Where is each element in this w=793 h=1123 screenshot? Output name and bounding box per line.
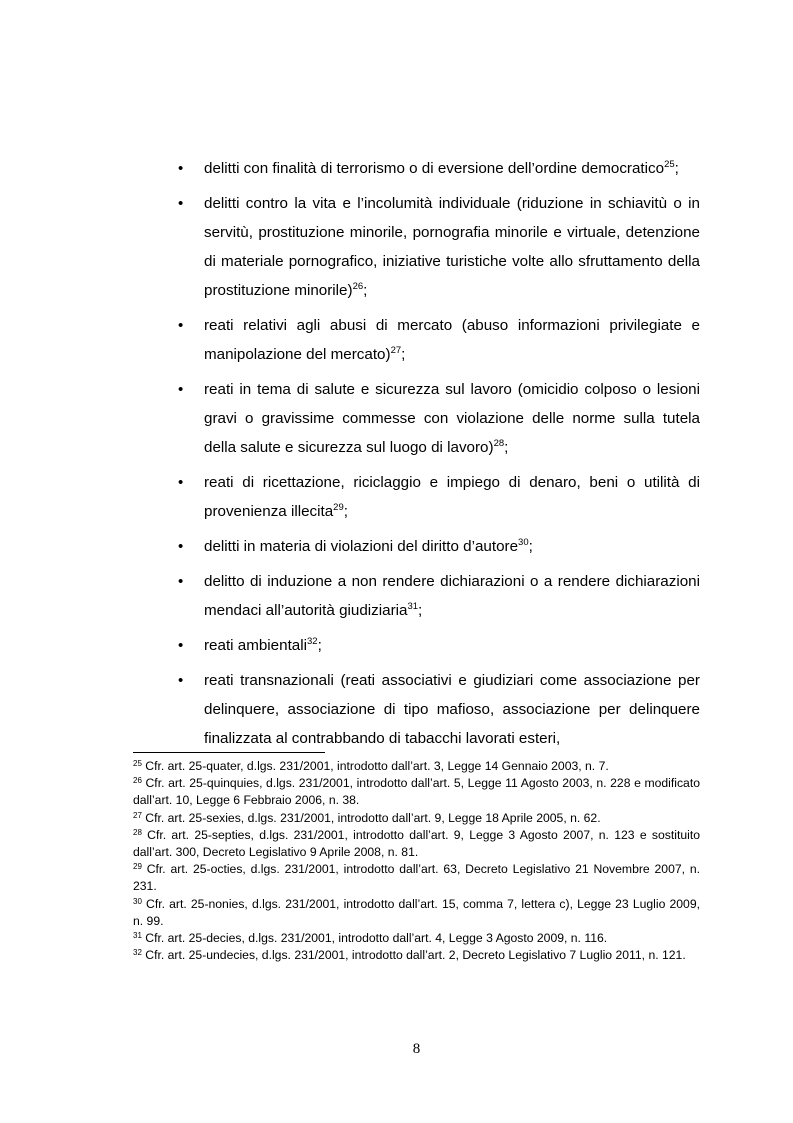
footnote xyxy=(133,810,700,827)
bullet-list xyxy=(178,154,700,759)
footnote-text: Cfr. art. 25-decies, d.lgs. 231/2001, introdotto dall’art. 4, Legge 3 Agosto 2009, n. 116. xyxy=(141,931,608,946)
footnote xyxy=(133,758,700,775)
bullet-item xyxy=(178,154,700,183)
footnote-number: 30 xyxy=(133,896,142,906)
bullet-text: reati di ricettazione, riciclaggio e impiego di denaro, beni o utilità di provenienza illecita xyxy=(204,474,700,520)
footnote-text: Cfr. art. 25-quater, d.lgs. 231/2001, introdotto dall’art. 3, Legge 14 Gennaio 2003, n. 7. xyxy=(141,759,609,773)
footnote-ref[interactable]: 25 xyxy=(664,159,675,170)
bullet-icon: • xyxy=(178,573,184,590)
footnote-separator xyxy=(133,752,325,753)
bullet-tail: ; xyxy=(418,602,423,619)
bullet-tail: ; xyxy=(504,439,509,456)
footnote-number: 29 xyxy=(133,862,142,872)
bullet-text: delitti con finalità di terrorismo o di eversione dell’ordine democratico xyxy=(204,160,665,177)
footnote-text: Cfr. art. 25-octies, d.lgs. 231/2001, introdotto dall’art. 63, Decreto Legislativo 21 Novembre 2007, n. 231. xyxy=(133,862,700,894)
bullet-icon: • xyxy=(178,317,184,334)
bullet-text: delitti in materia di violazioni del diritto d’autore xyxy=(204,538,519,555)
footnote-ref[interactable]: 31 xyxy=(407,601,419,612)
bullet-item xyxy=(178,468,700,526)
footnote xyxy=(133,930,700,947)
page-number: 8 xyxy=(412,1041,421,1057)
bullet-icon: • xyxy=(178,538,184,555)
bullet-icon: • xyxy=(178,160,184,177)
bullet-icon: • xyxy=(178,195,184,212)
bullet-item xyxy=(178,631,700,660)
bullet-item xyxy=(178,375,700,462)
footnote-ref[interactable]: 26 xyxy=(352,281,364,292)
footnote-ref[interactable]: 29 xyxy=(333,502,344,513)
footnote-ref[interactable]: 27 xyxy=(390,345,402,356)
bullet-icon: • xyxy=(178,381,184,398)
bullet-item xyxy=(178,532,700,561)
bullet-tail: ; xyxy=(343,503,348,520)
bullet-text: reati in tema di salute e sicurezza sul lavoro (omicidio colposo o lesioni gravi o gravissime commesse con violazione delle norme sulla tutela della salute e sicurezza sul luogo di lavoro) xyxy=(204,381,700,456)
bullet-icon: • xyxy=(178,637,184,654)
footnote xyxy=(133,947,700,964)
footnote-number: 28 xyxy=(133,827,142,837)
bullet-icon: • xyxy=(178,672,184,689)
bullet-icon: • xyxy=(178,474,184,491)
footnote-text: Cfr. art. 25-quinquies, d.lgs. 231/2001, introdotto dall’art. 5, Legge 11 Agosto 2003, n. 228 e modificato dall’art. 10, Legge 6 Febbraio 2006, n. 38. xyxy=(133,776,700,808)
footnote-number: 31 xyxy=(133,931,142,941)
footnote-ref[interactable]: 30 xyxy=(518,537,529,548)
footnote-ref[interactable]: 28 xyxy=(493,438,505,449)
footnote-text: Cfr. art. 25-septies, d.lgs. 231/2001, introdotto dall’art. 9, Legge 3 Agosto 2007, n. 123 e sostituito dall’art. 300, Decreto Legislativo 9 Aprile 2008, n. 81. xyxy=(133,827,700,860)
bullet-text: reati ambientali xyxy=(204,637,307,654)
bullet-tail: ; xyxy=(401,346,406,363)
footnote-number: 26 xyxy=(133,776,142,786)
footnote xyxy=(133,827,700,861)
footnote xyxy=(133,896,700,930)
footnote xyxy=(133,861,700,895)
footnote-text: Cfr. art. 25-nonies, d.lgs. 231/2001, introdotto dall’art. 15, comma 7, lettera c), Legge 23 Luglio 2009, n. 99. xyxy=(133,896,700,928)
footnote-number: 27 xyxy=(133,810,142,820)
bullet-item xyxy=(178,666,700,753)
footnote-list xyxy=(133,758,700,964)
footnote-text: Cfr. art. 25-undecies, d.lgs. 231/2001, introdotto dall’art. 2, Decreto Legislativo 7 Luglio 2011, n. 121. xyxy=(141,948,686,963)
bullet-text: delitti contro la vita e l’incolumità individuale (riduzione in schiavitù o in servitù, prostituzione minorile, pornografia minorile e virtuale, detenzione di materiale pornografico, iniziative turistiche volte allo sfruttamento della prostituzione minorile) xyxy=(204,195,700,299)
footnote-ref[interactable]: 32 xyxy=(307,636,318,647)
footnote-number: 25 xyxy=(133,759,142,768)
bullet-text: delitto di induzione a non rendere dichiarazioni o a rendere dichiarazioni mendaci all’autorità giudiziaria xyxy=(204,573,700,619)
footnote xyxy=(133,775,700,809)
bullet-tail: ; xyxy=(363,282,368,299)
footnote-text: Cfr. art. 25-sexies, d.lgs. 231/2001, introdotto dall’art. 9, Legge 18 Aprile 2005, n. 62. xyxy=(141,810,601,825)
bullet-text: reati transnazionali (reati associativi e giudiziari come associazione per delinquere, associazione di tipo mafioso, associazione per delinquere finalizzata al contrabbando di tabacchi lavorati esteri, xyxy=(204,672,700,747)
bullet-text: reati relativi agli abusi di mercato (abuso informazioni privilegiate e manipolazione del mercato) xyxy=(204,317,700,363)
bullet-tail: ; xyxy=(674,160,679,177)
bullet-tail: ; xyxy=(317,637,322,654)
footnote-number: 32 xyxy=(133,948,142,958)
bullet-item xyxy=(178,189,700,305)
bullet-item xyxy=(178,567,700,625)
bullet-tail: ; xyxy=(528,538,533,555)
bullet-item xyxy=(178,311,700,369)
